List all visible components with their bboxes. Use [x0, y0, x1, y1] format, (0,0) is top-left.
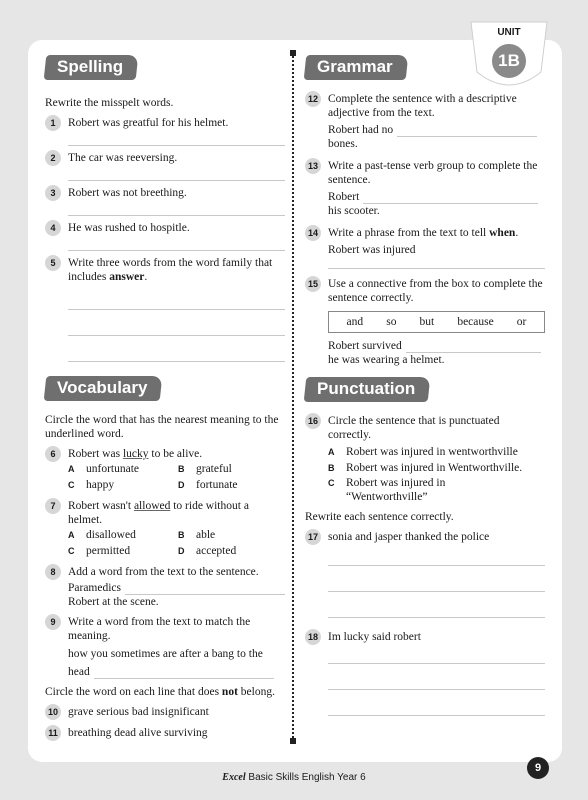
answer-line-17b[interactable]	[328, 566, 545, 592]
option-6a[interactable]: A unfortunate	[68, 463, 140, 475]
answer-blank-8[interactable]	[125, 583, 285, 595]
answer-blank-13[interactable]	[363, 192, 538, 204]
option-7b[interactable]: B able	[178, 529, 216, 541]
answer-line-14[interactable]	[328, 257, 545, 269]
connective-so: so	[386, 316, 397, 328]
question-6: 6 Robert was lucky to be alive. A unfortunate B grateful C happy D fortunate	[45, 447, 285, 493]
connective-because: because	[457, 316, 494, 328]
answer-line-2[interactable]	[68, 165, 285, 181]
question-8: 8 Add a word from the text to the sentence. Paramedics Robert at the scene.	[45, 565, 285, 609]
connective-and: and	[346, 316, 364, 328]
circle-instructions: Circle the word on each line that does not belong.	[45, 686, 275, 698]
answer-line-5a[interactable]	[68, 284, 285, 310]
question-9: 9 Write a word from the text to match the meaning. how you sometimes are after a bang to the head	[45, 615, 285, 679]
question-13: 13 Write a past-tense verb group to complete the sentence. Robert his scooter.	[305, 159, 545, 218]
answer-line-17a[interactable]	[328, 544, 545, 566]
spelling-instructions: Rewrite the misspelt words.	[45, 97, 174, 109]
question-12: 12 Complete the sentence with a descriptive adjective from the text. Robert had no bones.	[305, 92, 545, 151]
grammar-heading: Grammar	[304, 55, 408, 80]
right-column	[305, 55, 545, 716]
answer-line-18c[interactable]	[328, 690, 545, 716]
option-7d[interactable]: D accepted	[178, 545, 237, 557]
page-number: 9	[527, 757, 549, 779]
answer-line-18a[interactable]	[328, 644, 545, 664]
answer-blank-12[interactable]	[397, 125, 537, 137]
vocabulary-heading: Vocabulary	[44, 376, 163, 401]
question-7: 7 Robert wasn't allowed to ride without a helmet. A disallowed B able C permitted D accepted	[45, 499, 285, 559]
answer-line-18b[interactable]	[328, 664, 545, 690]
answer-line-5c[interactable]	[68, 336, 285, 362]
question-3: 3 Robert was not breething.	[45, 186, 285, 200]
connective-or: or	[516, 316, 527, 328]
question-2: 2 The car was reeversing.	[45, 151, 285, 165]
question-15-sentence: Robert survived he was wearing a helmet.	[305, 339, 545, 367]
question-18: 18 Im lucky said robert	[305, 630, 545, 644]
vocabulary-instructions: Circle the word that has the nearest meaning to the underlined word.	[45, 414, 279, 440]
option-7c[interactable]: C permitted	[68, 545, 131, 557]
answer-blank-9[interactable]	[94, 667, 274, 679]
punctuation-heading: Punctuation	[304, 377, 431, 402]
answer-line-5b[interactable]	[68, 310, 285, 336]
question-1: 1 Robert was greatful for his helmet.	[45, 116, 285, 130]
question-17: 17 sonia and jasper thanked the police	[305, 530, 545, 544]
option-6b[interactable]: B grateful	[178, 463, 232, 475]
unit-label: UNIT	[497, 27, 521, 38]
answer-line-4[interactable]	[68, 235, 285, 251]
question-4: 4 He was rushed to hospitle.	[45, 221, 285, 235]
option-16c[interactable]: C Robert was injured in “Wentworthville”	[328, 477, 446, 503]
connective-word-box	[328, 311, 545, 333]
answer-line-1[interactable]	[68, 130, 285, 146]
question-14: 14 Write a phrase from the text to tell when. Robert was injured	[305, 226, 545, 269]
question-5: 5 Write three words from the word family that includes answer.	[45, 256, 285, 284]
connective-but: but	[419, 316, 435, 328]
answer-line-3[interactable]	[68, 200, 285, 216]
question-11: 11 breathing dead alive surviving	[45, 726, 285, 740]
answer-line-17c[interactable]	[328, 592, 545, 618]
column-divider	[292, 52, 294, 742]
option-16b[interactable]: B Robert was injured in Wentworthville.	[328, 462, 523, 474]
answer-blank-15[interactable]	[406, 341, 541, 353]
left-column	[45, 55, 285, 740]
option-7a[interactable]: A disallowed	[68, 529, 136, 541]
option-6d[interactable]: D fortunate	[178, 479, 238, 491]
option-16a[interactable]: A Robert was injured in wentworthville	[328, 446, 518, 458]
option-6c[interactable]: C happy	[68, 479, 115, 491]
spelling-heading: Spelling	[44, 55, 139, 80]
footer-title: Excel Basic Skills English Year 6	[222, 772, 366, 783]
question-16: 16 Circle the sentence that is punctuated correctly. A Robert was injured in wentworthville B Robert was injured in Wentworthville. C Robert was injured in “Wentworthville”	[305, 414, 545, 504]
rewrite-instructions: Rewrite each sentence correctly.	[305, 511, 454, 523]
question-10: 10 grave serious bad insignificant	[45, 705, 285, 719]
unit-code: 1B	[498, 51, 520, 70]
question-15: 15 Use a connective from the box to complete the sentence correctly.	[305, 277, 545, 305]
